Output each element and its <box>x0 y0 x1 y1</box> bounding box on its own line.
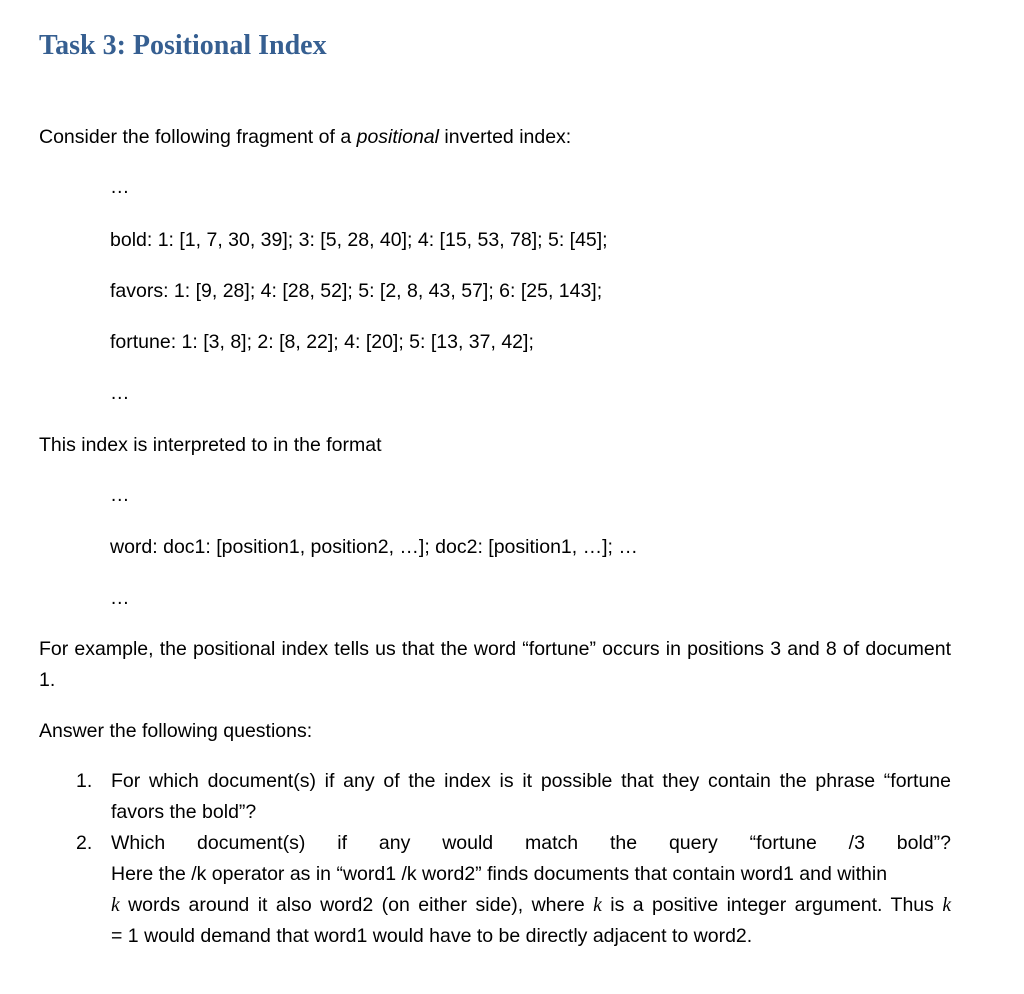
format-ellipsis-top: … <box>110 484 130 506</box>
example-paragraph: For example, the positional index tells us that the word “fortune” occurs in positions 3 and 8 of document 1. <box>39 638 951 691</box>
ellipsis-top: … <box>110 176 130 198</box>
question-2-line-2: Here the /k operator as in “word1 /k word2” finds documents that contain word1 and within <box>111 863 888 885</box>
intro-text-before: Consider the following fragment of a <box>39 126 357 148</box>
question-1-text: For which document(s) if any of the index is it possible that they contain the phrase “fortune favors the bold”? <box>111 770 951 823</box>
index-line-favors: favors: 1: [9, 28]; 4: [28, 52]; 5: [2, 8, 43, 57]; 6: [25, 143]; <box>110 280 603 302</box>
format-line: word: doc1: [position1, position2, …]; doc2: [position1, …]; … <box>110 536 638 558</box>
intro-text-after: inverted index: <box>438 126 572 148</box>
format-intro: This index is interpreted to in the format <box>39 434 382 456</box>
page-title: Task 3: Positional Index <box>39 30 327 61</box>
question-2-mid: words around it also word2 (on either side), where <box>119 894 594 916</box>
math-k-1: k <box>111 895 120 916</box>
question-2-mid-2: is a positive integer argument. Thus <box>601 894 943 916</box>
index-line-bold: bold: 1: [1, 7, 30, 39]; 3: [5, 28, 40]; 4: [15, 53, 78]; 5: [45]; <box>110 229 608 251</box>
questions-list <box>39 766 951 952</box>
question-2-number: 2. <box>76 832 93 854</box>
question-1 <box>39 766 951 828</box>
question-1-number: 1. <box>76 770 93 792</box>
format-ellipsis-bottom: … <box>110 587 130 609</box>
question-2-line-1: Which document(s) if any would match the query “fortune /3 bold”? <box>111 832 951 854</box>
math-k-3: k <box>942 895 951 916</box>
intro-emphasis: positional <box>356 126 439 148</box>
index-line-fortune: fortune: 1: [3, 8]; 2: [8, 22]; 4: [20]; 5: [13, 37, 42]; <box>110 331 534 353</box>
question-2-line-3 <box>111 890 951 921</box>
question-2-line-4: = 1 would demand that word1 would have to be directly adjacent to word2. <box>111 925 753 947</box>
math-k-2: k <box>593 895 602 916</box>
question-2 <box>39 828 951 952</box>
intro-paragraph <box>39 126 571 149</box>
questions-intro: Answer the following questions: <box>39 720 313 742</box>
ellipsis-bottom: … <box>110 382 130 404</box>
